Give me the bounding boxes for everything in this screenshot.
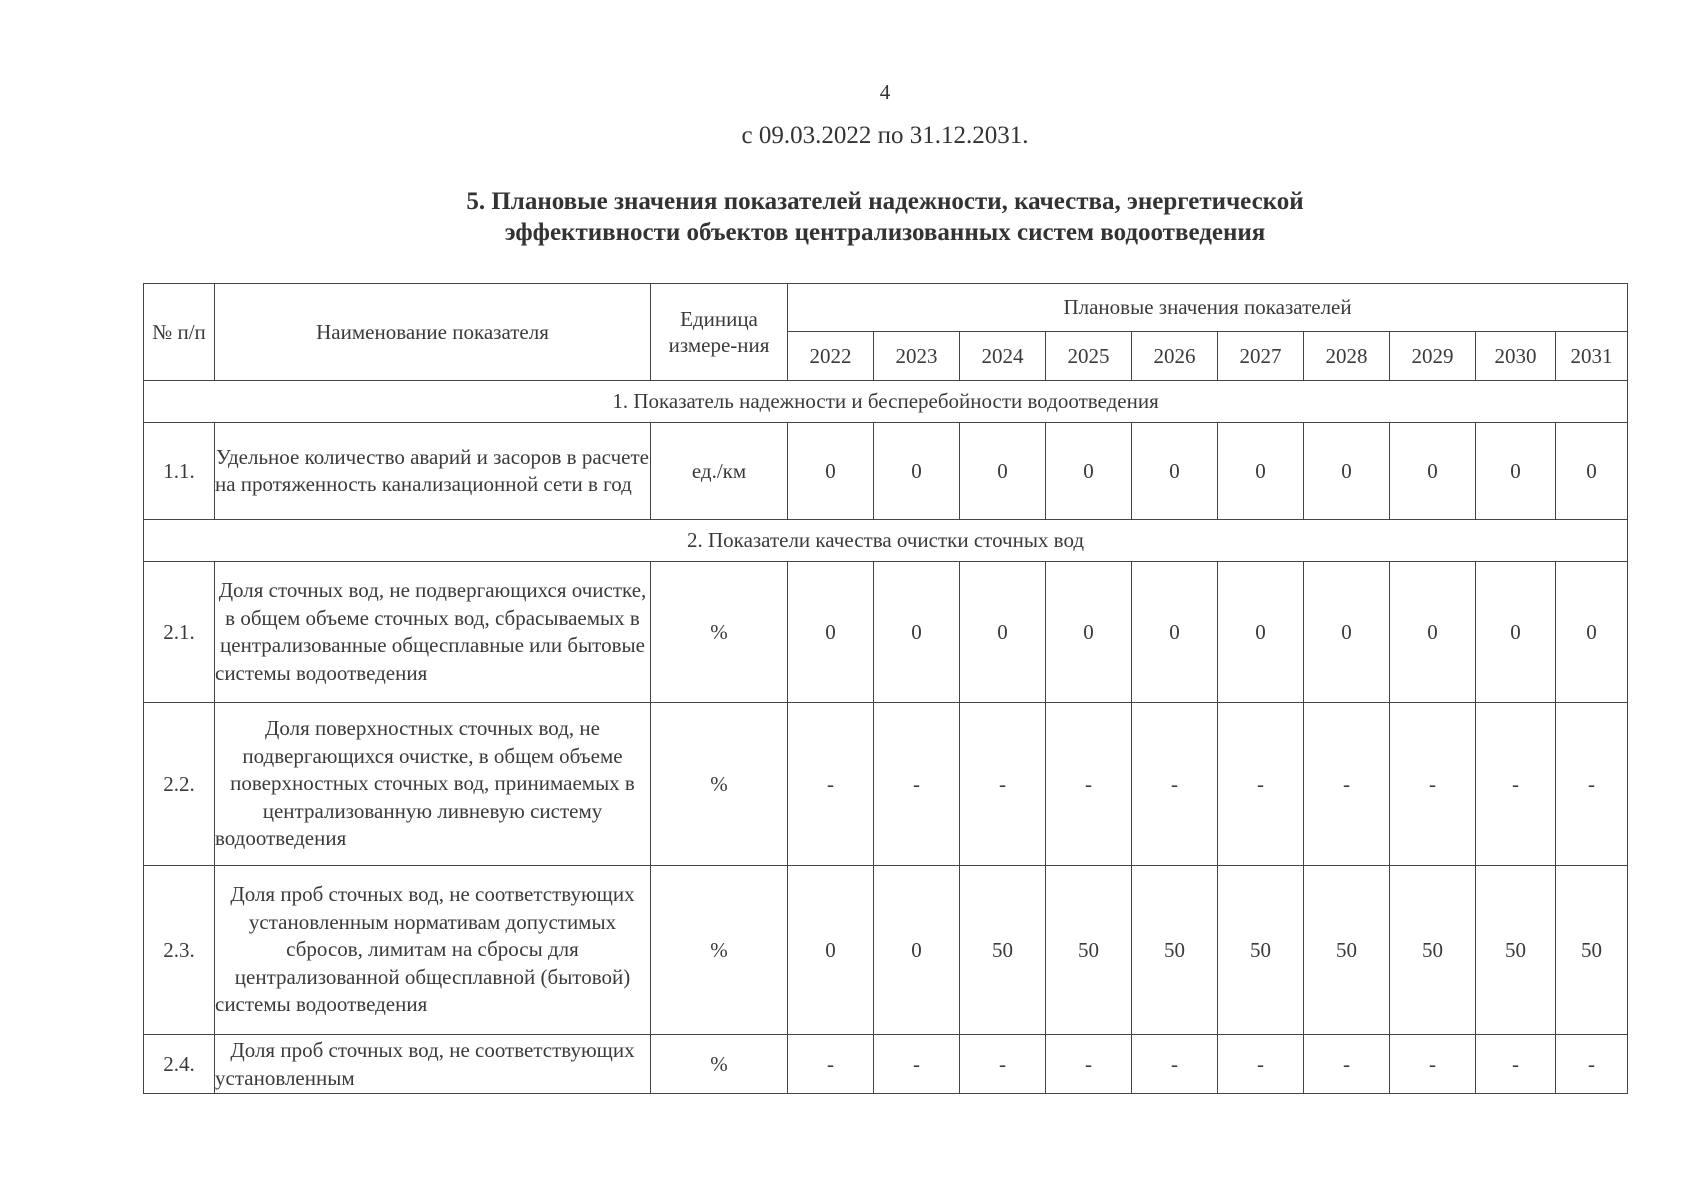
value-cell: - [960, 703, 1046, 866]
period-text: с 09.03.2022 по 31.12.2031. [741, 122, 1029, 149]
value-cell: 50 [1132, 866, 1218, 1035]
value-cell: - [960, 1035, 1046, 1094]
unit-cell: ед./км [651, 423, 788, 520]
table-row [144, 703, 1628, 866]
value-cell: - [874, 703, 960, 866]
value-cell: 50 [1390, 866, 1476, 1035]
value-cell: 0 [1304, 562, 1390, 703]
value-cell: - [1132, 703, 1218, 866]
header-unit: Единица измере-ния [651, 284, 788, 381]
value-cell: 0 [788, 562, 874, 703]
value-cell: 0 [788, 866, 874, 1035]
value-cell: 0 [1046, 562, 1132, 703]
header-name: Наименование показателя [215, 284, 651, 381]
value-cell: 0 [960, 562, 1046, 703]
unit-cell: % [651, 866, 788, 1035]
value-cell: 0 [1304, 423, 1390, 520]
value-cell: - [1218, 1035, 1304, 1094]
value-cell: - [1218, 703, 1304, 866]
row-number: 2.4. [144, 1035, 215, 1094]
table-row [144, 866, 1628, 1035]
value-cell: 0 [1476, 423, 1556, 520]
value-cell: 0 [1556, 423, 1628, 520]
header-year: 2031 [1556, 332, 1628, 381]
header-year: 2029 [1390, 332, 1476, 381]
indicator-name: Доля сточных вод, не подвергающихся очистке, в общем объеме сточных вод, сбрасываемых в централизованные общесплавные или бытовые системы водоотведения [215, 562, 651, 703]
value-cell: 0 [1132, 423, 1218, 520]
value-cell: - [1304, 1035, 1390, 1094]
value-cell: - [788, 1035, 874, 1094]
value-cell: 0 [1390, 423, 1476, 520]
row-number: 1.1. [144, 423, 215, 520]
value-cell: - [1556, 703, 1628, 866]
value-cell: 0 [1218, 562, 1304, 703]
header-year: 2028 [1304, 332, 1390, 381]
value-cell: 50 [1046, 866, 1132, 1035]
header-year: 2022 [788, 332, 874, 381]
table-row [144, 423, 1628, 520]
unit-cell: % [651, 703, 788, 866]
section-heading [0, 186, 1698, 248]
section-heading-line-1: 5. Плановые значения показателей надежности, качества, энергетической [466, 188, 1304, 215]
row-number: 2.1. [144, 562, 215, 703]
page-number: 4 [879, 80, 891, 104]
value-cell: - [1390, 703, 1476, 866]
value-cell: 0 [1476, 562, 1556, 703]
indicator-name: Удельное количество аварий и засоров в расчете на протяженность канализационной сети в год [215, 423, 651, 520]
value-cell: 0 [874, 423, 960, 520]
value-cell: - [1046, 703, 1132, 866]
value-cell: 0 [1556, 562, 1628, 703]
value-cell: - [874, 1035, 960, 1094]
value-cell: 0 [1218, 423, 1304, 520]
value-cell: 50 [1556, 866, 1628, 1035]
table-row [144, 1035, 1628, 1094]
row-number: 2.3. [144, 866, 215, 1035]
value-cell: - [1132, 1035, 1218, 1094]
unit-cell: % [651, 1035, 788, 1094]
value-cell: 0 [874, 866, 960, 1035]
header-plan-values: Плановые значения показателей [788, 284, 1628, 332]
header-year: 2023 [874, 332, 960, 381]
table-row [144, 562, 1628, 703]
indicator-name: Доля проб сточных вод, не соответствующих установленным [215, 1035, 651, 1094]
value-cell: 50 [1476, 866, 1556, 1035]
row-number: 2.2. [144, 703, 215, 866]
value-cell: - [1476, 1035, 1556, 1094]
value-cell: 0 [874, 562, 960, 703]
header-year: 2027 [1218, 332, 1304, 381]
value-cell: 0 [1132, 562, 1218, 703]
unit-cell: % [651, 562, 788, 703]
value-cell: - [1046, 1035, 1132, 1094]
value-cell: - [1304, 703, 1390, 866]
value-cell: 0 [1390, 562, 1476, 703]
value-cell: 0 [1046, 423, 1132, 520]
value-cell: 0 [788, 423, 874, 520]
section-row [144, 381, 1628, 423]
header-num: № п/п [144, 284, 215, 381]
value-cell: - [788, 703, 874, 866]
header-year: 2025 [1046, 332, 1132, 381]
header-year: 2024 [960, 332, 1046, 381]
section-heading-line-2: эффективности объектов централизованных систем водоотведения [504, 219, 1266, 246]
header-year: 2026 [1132, 332, 1218, 381]
value-cell: 50 [1304, 866, 1390, 1035]
indicator-name: Доля поверхностных сточных вод, не подвергающихся очистке, в общем объеме поверхностных сточных вод, принимаемых в централизованную ливневую систему водоотведения [215, 703, 651, 866]
value-cell: - [1476, 703, 1556, 866]
value-cell: - [1556, 1035, 1628, 1094]
section-title-reliability: 1. Показатель надежности и бесперебойности водоотведения [144, 381, 1628, 423]
section-row [144, 520, 1628, 562]
header-year: 2030 [1476, 332, 1556, 381]
section-title-treatment-quality: 2. Показатели качества очистки сточных вод [144, 520, 1628, 562]
indicator-name: Доля проб сточных вод, не соответствующих установленным нормативам допустимых сбросов, лимитам на сбросы для централизованной общесплавной (бытовой) системы водоотведения [215, 866, 651, 1035]
value-cell: - [1390, 1035, 1476, 1094]
value-cell: 0 [960, 423, 1046, 520]
value-cell: 50 [1218, 866, 1304, 1035]
indicators-table [143, 283, 1628, 1094]
value-cell: 50 [960, 866, 1046, 1035]
